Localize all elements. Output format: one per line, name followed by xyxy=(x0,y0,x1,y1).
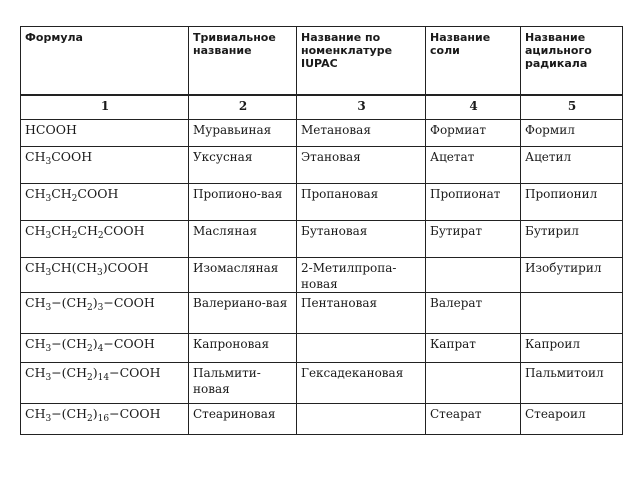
table-row xyxy=(21,258,623,293)
trivial-name-cell: Уксусная xyxy=(189,147,297,184)
formula-cell: $CH_3-(CH_2)_4-COOH$ xyxy=(21,334,189,363)
trivial-name-cell: Изомасляная xyxy=(189,258,297,293)
acyl-radical-cell: Стеароил xyxy=(521,404,623,435)
formula-cell: HCOOH xyxy=(21,120,189,147)
acyl-radical-cell: Пропионил xyxy=(521,184,623,221)
acyl-radical-cell: Изобутирил xyxy=(521,258,623,293)
table-row xyxy=(21,120,623,147)
table-row xyxy=(21,184,623,221)
iupac-name-cell: Бутановая xyxy=(297,221,426,258)
trivial-name-cell: Пропионо-вая xyxy=(189,184,297,221)
salt-name-cell xyxy=(426,258,521,293)
formula-cell: $CH_3-(CH_2)_{14}-COOH$ xyxy=(21,363,189,404)
salt-name-cell: Ацетат xyxy=(426,147,521,184)
acyl-radical-cell: Формил xyxy=(521,120,623,147)
trivial-name-cell: Муравьиная xyxy=(189,120,297,147)
salt-name-cell: Капрат xyxy=(426,334,521,363)
trivial-name-cell: Валериано-вая xyxy=(189,293,297,334)
iupac-name-cell: Этановая xyxy=(297,147,426,184)
trivial-name-cell: Масляная xyxy=(189,221,297,258)
trivial-name-cell: Стеариновая xyxy=(189,404,297,435)
salt-name-cell xyxy=(426,363,521,404)
column-number: 3 xyxy=(297,95,426,120)
table-row xyxy=(21,221,623,258)
table-row xyxy=(21,334,623,363)
iupac-name-cell: Пентановая xyxy=(297,293,426,334)
acyl-radical-cell: Капроил xyxy=(521,334,623,363)
formula-cell: $CH_3CH_2CH_2COOH$ xyxy=(21,221,189,258)
formula-cell: $CH_3CH(CH_3)COOH$ xyxy=(21,258,189,293)
formula-cell: $CH_3CH_2COOH$ xyxy=(21,184,189,221)
header-salt-name: Название соли xyxy=(426,27,521,96)
trivial-name-cell: Капроновая xyxy=(189,334,297,363)
iupac-name-cell: Метановая xyxy=(297,120,426,147)
formula-cell: $CH_3COOH$ xyxy=(21,147,189,184)
formula-cell: $CH_3-(CH_2)_{16}-COOH$ xyxy=(21,404,189,435)
header-formula: Формула xyxy=(21,27,189,96)
acyl-radical-cell: Ацетил xyxy=(521,147,623,184)
acyl-radical-cell: Бутирил xyxy=(521,221,623,258)
column-number: 2 xyxy=(189,95,297,120)
iupac-name-cell: 2-Метилпропа-новая xyxy=(297,258,426,293)
column-number: 5 xyxy=(521,95,623,120)
table-row xyxy=(21,404,623,435)
iupac-name-cell xyxy=(297,404,426,435)
table-row xyxy=(21,363,623,404)
salt-name-cell: Валерат xyxy=(426,293,521,334)
column-number-row xyxy=(21,95,623,120)
header-row xyxy=(21,27,623,96)
header-iupac-name: Название по номенклатуре IUPAC xyxy=(297,27,426,96)
salt-name-cell: Стеарат xyxy=(426,404,521,435)
table-row xyxy=(21,293,623,334)
acyl-radical-cell xyxy=(521,293,623,334)
salt-name-cell: Пропионат xyxy=(426,184,521,221)
salt-name-cell: Бутират xyxy=(426,221,521,258)
iupac-name-cell: Гексадекановая xyxy=(297,363,426,404)
column-number: 1 xyxy=(21,95,189,120)
iupac-name-cell xyxy=(297,334,426,363)
trivial-name-cell: Пальмити-новая xyxy=(189,363,297,404)
formula-cell: $CH_3-(CH_2)_3-COOH$ xyxy=(21,293,189,334)
acyl-radical-cell: Пальмитоил xyxy=(521,363,623,404)
header-trivial-name: Тривиальное название xyxy=(189,27,297,96)
acids-table xyxy=(20,26,623,435)
column-number: 4 xyxy=(426,95,521,120)
iupac-name-cell: Пропановая xyxy=(297,184,426,221)
table-row xyxy=(21,147,623,184)
header-acyl-radical: Название ацильного радикала xyxy=(521,27,623,96)
salt-name-cell: Формиат xyxy=(426,120,521,147)
